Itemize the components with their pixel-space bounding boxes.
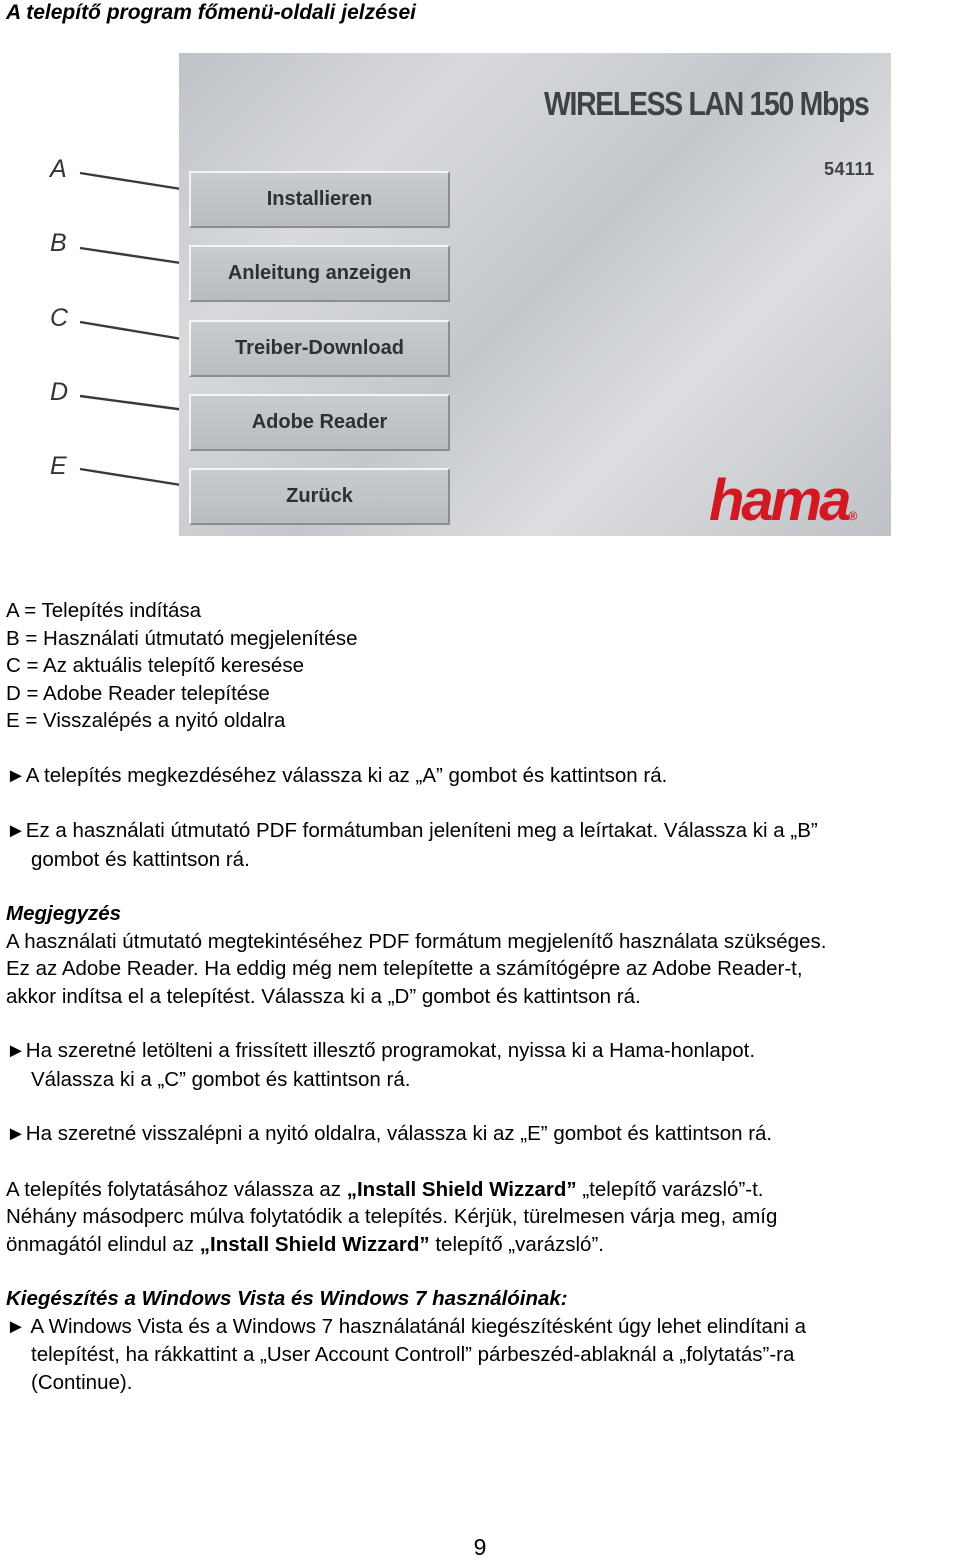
- arrow-icon: ►: [6, 820, 26, 842]
- page-number: 9: [473, 1534, 487, 1560]
- install-wizard-line-2: Néhány másodperc múlva folytatódik a telepítés. Kérjük, türelmesen várja meg, amíg: [6, 1205, 778, 1228]
- arrow-icon: ►: [6, 764, 26, 787]
- adobe-reader-button[interactable]: Adobe Reader: [189, 394, 450, 451]
- install-wizard-line-1: A telepítés folytatásához válassza az „Install Shield Wizzard” „telepítő varázsló”-t.: [6, 1177, 764, 1201]
- legend-item-d: D = Adobe Reader telepítése: [6, 681, 270, 705]
- instruction-driver-cont: Válassza ki a „C” gombot és kattintson rá.: [31, 1067, 411, 1091]
- body-text: [6, 597, 956, 1396]
- legend-item-b: B = Használati útmutató megjelenítése: [6, 626, 358, 650]
- install-wizard-line-3: önmagától elindul az „Install Shield Wizzard” telepítő „varázsló”.: [6, 1232, 604, 1256]
- vista-line-2: telepítést, ha rákkattint a „User Account Controll” párbeszéd-ablaknál a „folytatás”-ra: [31, 1343, 795, 1366]
- instruction-install: ►A telepítés megkezdéséhez válassza ki az „A” gombot és kattintson rá.: [6, 763, 668, 787]
- page-title: A telepítő program főmenü-oldali jelzései: [6, 1, 416, 24]
- legend-item-c: C = Az aktuális telepítő keresése: [6, 654, 304, 677]
- instruction-driver: ►Ha szeretné letölteni a frissített illesztő programokat, nyissa ki a Hama-honlapot.: [6, 1039, 756, 1062]
- arrow-icon: ►: [6, 1123, 26, 1145]
- hama-logo: hama®: [709, 468, 858, 533]
- legend-item-a: A = Telepítés indítása: [6, 599, 202, 622]
- letter-e: E: [50, 452, 67, 480]
- note-line-2: Ez az Adobe Reader. Ha eddig még nem telepítette a számítógépre az Adobe Reader-t,: [6, 957, 803, 980]
- driver-download-button[interactable]: Treiber-Download: [189, 320, 450, 377]
- arrow-icon: ►: [6, 1040, 26, 1062]
- note-line-1: A használati útmutató megtekintéséhez PDF formátum megjelenítő használata szükséges.: [6, 929, 827, 953]
- installer-menu-screenshot: [179, 53, 891, 536]
- instruction-back: ►Ha szeretné visszalépni a nyitó oldalra, válassza ki az „E” gombot és kattintson rá.: [6, 1122, 773, 1145]
- button-legend: [6, 597, 956, 735]
- product-title: WIRELESS LAN 150 Mbps: [544, 85, 869, 122]
- letter-a: A: [50, 155, 67, 183]
- note-line-3: akkor indítsa el a telepítést. Válassza ki a „D” gombot és kattintson rá.: [6, 984, 641, 1008]
- vista-line-3: (Continue).: [31, 1370, 133, 1394]
- instruction-manual: ►Ez a használati útmutató PDF formátumban jeleníteni meg a leírtakat. Válassza ki a „B”: [6, 819, 818, 842]
- instruction-manual-cont: gombot és kattintson rá.: [31, 847, 250, 871]
- vista-heading: Kiegészítés a Windows Vista és Windows 7 használóinak:: [6, 1287, 568, 1310]
- product-number: 54111: [824, 159, 875, 179]
- legend-item-e: E = Visszalépés a nyitó oldalra: [6, 709, 286, 732]
- install-button[interactable]: Installieren: [189, 171, 450, 228]
- show-manual-button[interactable]: Anleitung anzeigen: [189, 245, 450, 302]
- letter-d: D: [50, 378, 69, 406]
- vista-line-1: ► A Windows Vista és a Windows 7 használatánál kiegészítésként úgy lehet elindítani a: [6, 1314, 807, 1338]
- note-heading: Megjegyzés: [6, 902, 122, 925]
- letter-c: C: [50, 304, 69, 332]
- arrow-icon: ►: [6, 1315, 26, 1338]
- back-button[interactable]: Zurück: [189, 468, 450, 525]
- letter-b: B: [50, 229, 67, 257]
